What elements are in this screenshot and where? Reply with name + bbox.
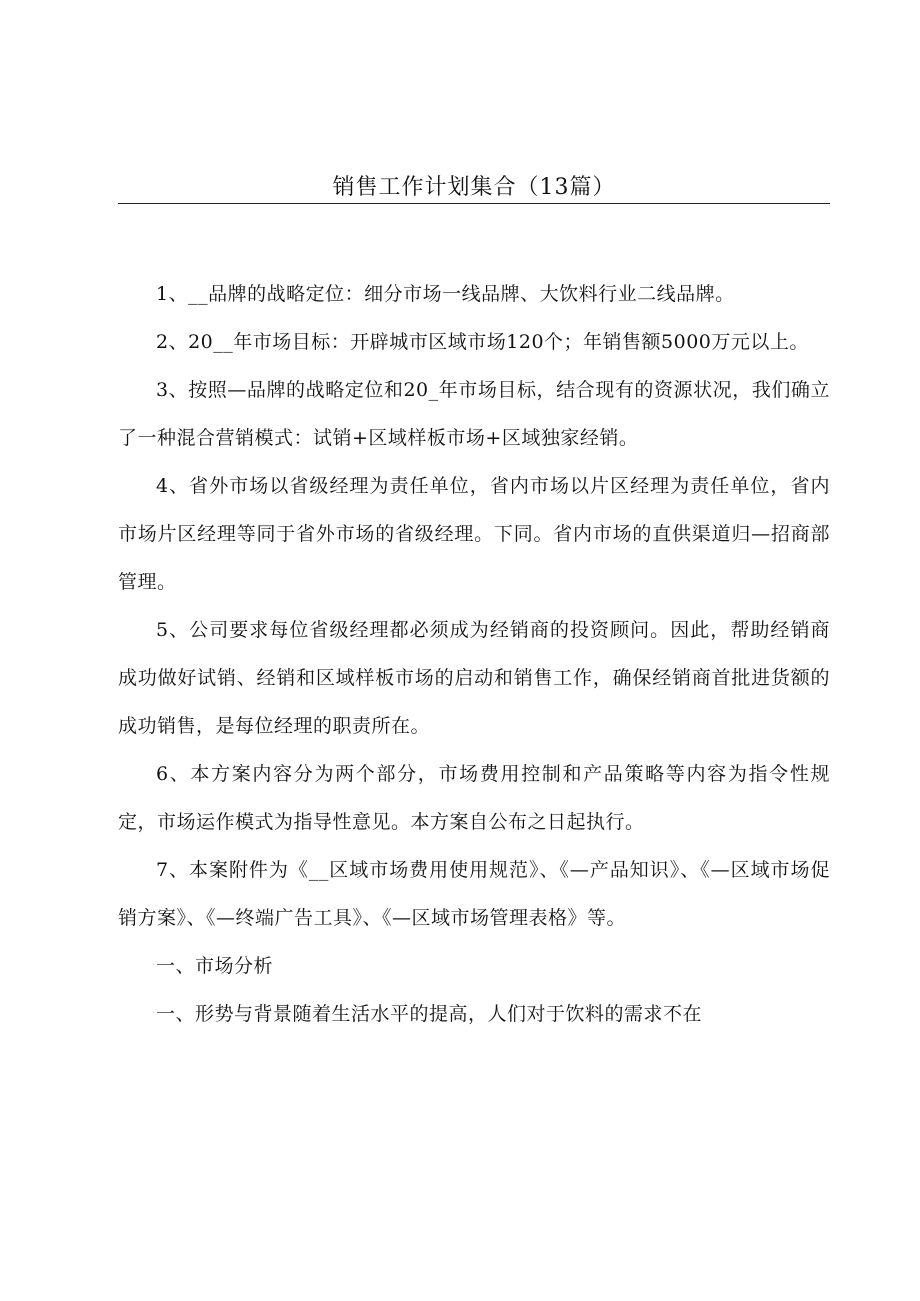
paragraph-7: 7、本案附件为《__区域市场费用使用规范》、《—产品知识》、《—区域市场促销方案》、《—终端广告工具》、《—区域市场管理表格》等。	[118, 859, 830, 929]
title-underline	[118, 203, 830, 204]
paragraph-8: 一、形势与背景随着生活水平的提高，人们对于饮料的需求不在	[156, 1003, 703, 1025]
section-heading: 一、市场分析	[156, 955, 274, 977]
paragraph-1: 1、__品牌的战略定位：细分市场一线品牌、大饮料行业二线品牌。	[156, 283, 735, 305]
paragraph-2: 2、20__年市场目标：开辟城市区域市场120个；年销售额5000万元以上。	[156, 331, 809, 353]
document-title: 销售工作计划集合（13篇）	[332, 175, 616, 200]
paragraph-4: 4、省外市场以省级经理为责任单位，省内市场以片区经理为责任单位，省内市场片区经理等同于省外市场的省级经理。下同。省内市场的直供渠道归—招商部管理。	[118, 475, 830, 593]
paragraph-5: 5、公司要求每位省级经理都必须成为经销商的投资顾问。因此，帮助经销商成功做好试销、经销和区域样板市场的启动和销售工作，确保经销商首批进货额的成功销售，是每位经理的职责所在。	[118, 619, 830, 737]
paragraph-3: 3、按照—品牌的战略定位和20_年市场目标，结合现有的资源状况，我们确立了一种混合营销模式：试销+区域样板市场+区域独家经销。	[118, 379, 830, 449]
paragraph-6: 6、本方案内容分为两个部分，市场费用控制和产品策略等内容为指令性规定，市场运作模式为指导性意见。本方案自公布之日起执行。	[118, 763, 830, 833]
document-body	[118, 270, 830, 1038]
